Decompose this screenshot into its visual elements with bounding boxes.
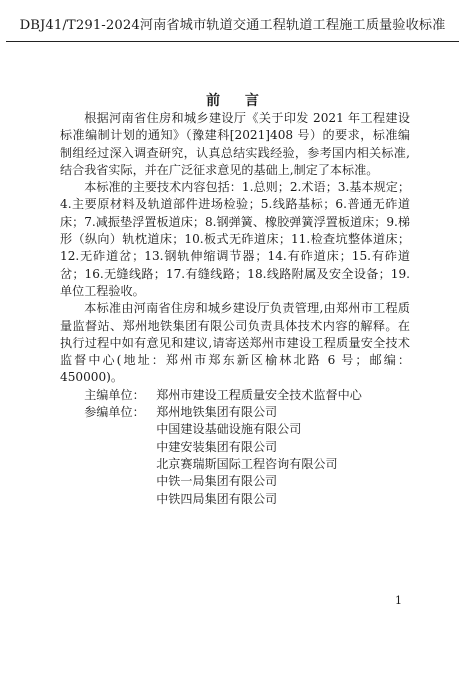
participating-unit-name: 郑州地铁集团有限公司 [156,405,278,420]
running-header: DBJ41/T291-2024河南省城市轨道交通工程轨道工程施工质量验收标准 [19,18,446,33]
chief-unit-name: 郑州市建设工程质量安全技术监督中心 [156,387,362,402]
participating-unit-name: 中国建设基础设施有限公司 [156,422,302,437]
page-title: 前 言 [206,93,269,109]
participating-unit-name: 中建安装集团有限公司 [156,439,278,454]
units-list [60,387,410,508]
preface-body [60,110,410,508]
participating-unit-row [60,456,410,473]
participating-unit-row [60,421,410,438]
page-number: 1 [395,594,402,607]
participating-unit-name: 北京赛瑞斯国际工程咨询有限公司 [156,456,338,471]
chief-unit-row [60,387,410,404]
participating-unit-name: 中铁一局集团有限公司 [156,474,278,489]
paragraph-contents: 本标准的主要技术内容包括：1.总则；2.术语；3.基本规定；4.主要原材料及轨道部件进场检验；5.线路基标；6.普通无砟道床；7.减振垫浮置板道床；8.钢弹簧、橡胶弹簧浮置板道床；9.梯形（纵向）轨枕道床；10.板式无砟道床；11.检查坑整体道床；12.无砟道岔；13.钢轨伸缩调节器；14.有砟道床；15.有砟道岔；16.无缝线路；17.有缝线路；18.线路附属及安全设备；19.单位工程验收。 [60,180,410,298]
participating-unit-row [60,404,410,421]
participating-unit-row [60,439,410,456]
participating-unit-name: 中铁四局集团有限公司 [156,491,278,506]
chief-unit-label: 主编单位： [84,387,145,402]
participating-unit-label: 参编单位： [84,405,145,420]
paragraph-administration: 本标准由河南省住房和城乡建设厅负责管理,由郑州市工程质量监督站、郑州地铁集团有限公司负责具体技术内容的解释。在执行过程中如有意见和建议,请寄送郑州市建设工程质量安全技术监督中心(地址：郑州市郑东新区榆林北路 6 号；邮编：450000)。 [60,301,410,385]
participating-unit-row [60,491,410,508]
paragraph-background: 根据河南省住房和城乡建设厅《关于印发 2021 年工程建设标准编制计划的通知》（豫建科[2021]408 号）的要求，标准编制组经过深入调查研究，认真总结实践经验，参考国内相关标准,结合我省实际，并在广泛征求意见的基础上,制定了本标准。 [60,111,410,177]
header-rule [6,41,459,42]
participating-unit-row [60,473,410,490]
